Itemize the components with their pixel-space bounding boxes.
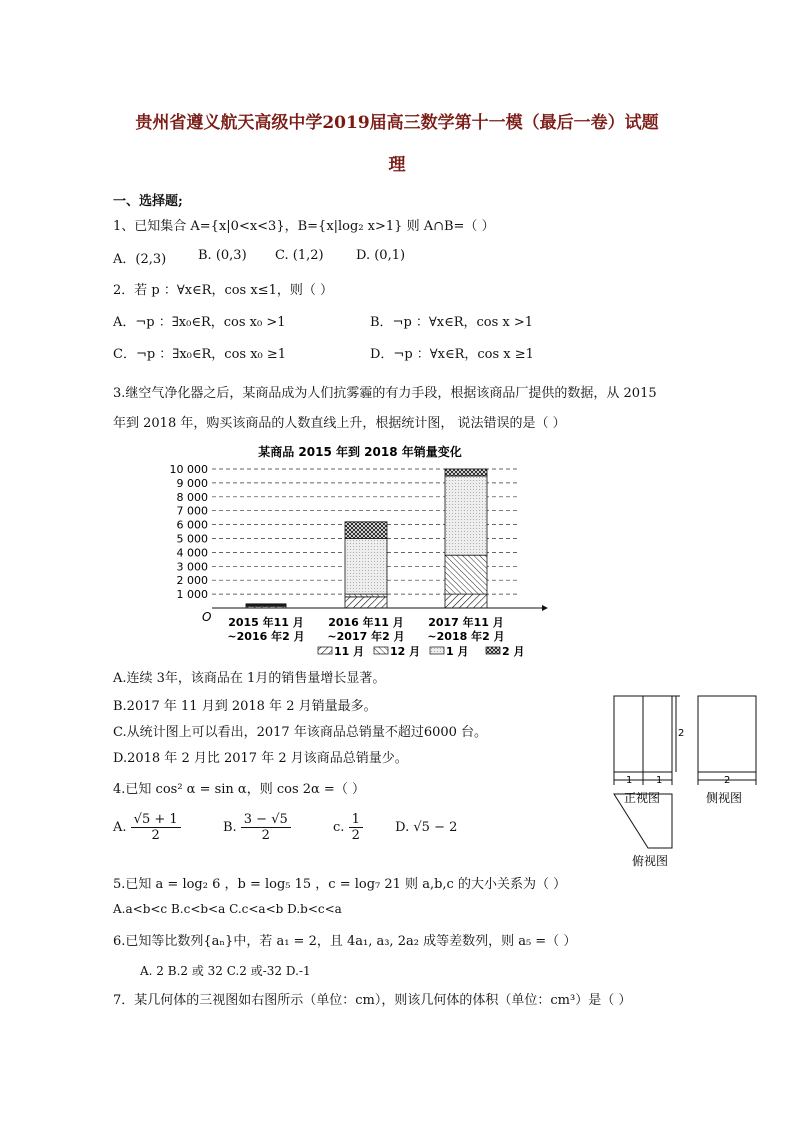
q1-option-b: B. (0,3) xyxy=(198,248,247,263)
q1-option-a: A．(2,3) xyxy=(113,252,167,267)
top-view-label: 俯视图 xyxy=(632,854,669,868)
x-tick-label: ~2018 年2 月 xyxy=(427,630,505,643)
q3-option-c: C.从统计图上可以看出，2017 年该商品总销量不超过6000 台。 xyxy=(113,725,488,740)
legend-swatch xyxy=(430,647,444,654)
dim-2-vertical: 2 xyxy=(678,728,685,739)
question-4: 4.已知 cos² α = sin α，则 cos 2α =（ ） xyxy=(113,782,365,797)
bar-segment xyxy=(445,594,487,608)
bar-segment xyxy=(345,522,387,539)
chart-title: 某商品 2015 年到 2018 年销量变化 xyxy=(258,445,462,459)
page-title-line2: 理 xyxy=(388,155,406,175)
dim-1-right: 1 xyxy=(656,775,663,786)
q5-options: A.a<b<c B.c<b<a C.c<a<b D.b<c<a xyxy=(113,902,342,916)
side-view xyxy=(698,696,756,772)
bar-segment xyxy=(445,476,487,555)
q4-option-a-label: A. xyxy=(113,820,127,835)
q4-options xyxy=(113,812,457,843)
bar-segment xyxy=(345,539,387,595)
bar-segment xyxy=(345,594,387,597)
three-view-figure xyxy=(606,690,766,870)
bar-segment xyxy=(445,469,487,476)
sales-chart xyxy=(160,440,560,662)
legend-label: 1 月 xyxy=(446,645,469,658)
dim-1-left: 1 xyxy=(626,775,633,786)
origin-label: O xyxy=(202,610,212,624)
y-tick-label: 2 000 xyxy=(176,574,208,588)
question-2: 2．若 p ：∀x∈R，cos x≤1，则（ ） xyxy=(113,283,333,298)
y-tick-label: 4 000 xyxy=(176,546,208,560)
x-tick-label: ~2017 年2 月 xyxy=(327,630,405,643)
q1-option-d: D. (0,1) xyxy=(356,248,406,263)
q4-option-a-fraction xyxy=(131,812,181,843)
x-tick-label: 2016 年11 月 xyxy=(328,616,404,629)
question-3-line2: 年到 2018 年，购买该商品的人数直线上升，根据统计图， 说法错误的是（ ） xyxy=(113,416,566,431)
y-tick-label: 8 000 xyxy=(176,490,208,504)
legend-swatch xyxy=(374,647,388,654)
section-heading: 一、选择题; xyxy=(113,194,183,209)
y-tick-label: 7 000 xyxy=(176,504,208,518)
q4-option-d: D. √5 − 2 xyxy=(395,820,458,835)
y-tick-label: 1 000 xyxy=(176,588,208,602)
q2-option-a: A．¬p ：∃x₀∈R，cos x₀ >1 xyxy=(113,315,286,330)
y-tick-label: 10 000 xyxy=(169,463,208,476)
question-1: 1、已知集合 A={x|0<x<3}，B={x|log₂ x>1} 则 A∩B=（ ） xyxy=(113,219,495,234)
y-tick-label: 9 000 xyxy=(176,476,208,490)
legend-swatch xyxy=(318,647,332,654)
legend-label: 11 月 xyxy=(334,645,365,658)
q6-options: A. 2 B.2 或 32 C.2 或-32 D.-1 xyxy=(140,964,311,978)
y-tick-label: 6 000 xyxy=(176,518,208,532)
question-6: 6.已知等比数列{aₙ}中，若 a₁ = 2，且 4a₁, a₃, 2a₂ 成等差数列，则 a₅ =（ ） xyxy=(113,934,577,949)
x-axis-arrow xyxy=(542,605,548,611)
q4-option-c-label: c. xyxy=(333,820,345,835)
q4-option-a-num: √5 + 1 xyxy=(131,812,181,828)
bar-segment xyxy=(246,604,286,605)
q3-option-b: B.2017 年 11 月到 2018 年 2 月销量最多。 xyxy=(113,699,377,714)
q4-option-c-fraction xyxy=(349,812,363,843)
y-tick-label: 5 000 xyxy=(176,532,208,546)
question-7: 7．某几何体的三视图如右图所示（单位：cm），则该几何体的体积（单位：cm³）是（ ） xyxy=(113,993,632,1008)
x-tick-label: 2017 年11 月 xyxy=(428,616,504,629)
dim-2-horizontal: 2 xyxy=(724,775,731,786)
q2-option-d: D．¬p ：∀x∈R，cos x ≥1 xyxy=(370,347,534,362)
q1-option-c: C. (1,2) xyxy=(275,248,324,263)
question-5: 5.已知 a = log₂ 6 ，b = log₅ 15 ，c = log₇ 21 则 a,b,c 的大小关系为（ ） xyxy=(113,877,567,892)
q4-option-b-den: 2 xyxy=(261,828,270,843)
q4-option-c-den: 2 xyxy=(351,828,360,843)
front-view-label: 正视图 xyxy=(624,791,661,805)
q4-option-a-den: 2 xyxy=(151,828,160,843)
q4-option-b-num: 3 − √5 xyxy=(241,812,291,828)
q3-option-d: D.2018 年 2 月比 2017 年 2 月该商品总销量少。 xyxy=(113,751,408,766)
y-tick-label: 3 000 xyxy=(176,560,208,574)
side-view-label: 侧视图 xyxy=(706,791,743,805)
bar-segment xyxy=(445,555,487,594)
page-title: 贵州省遵义航天高级中学2019届高三数学第十一模（最后一卷）试题 xyxy=(135,113,659,133)
q2-option-c: C．¬p ：∃x₀∈R，cos x₀ ≥1 xyxy=(113,347,287,362)
q2-option-b: B．¬p ：∀x∈R，cos x >1 xyxy=(370,315,534,330)
q3-option-a: A.连续 3年，该商品在 1月的销售量增长显著。 xyxy=(113,671,386,686)
q4-option-b-label: B. xyxy=(222,820,237,835)
x-tick-label: 2015 年11 月 xyxy=(228,616,304,629)
question-3-line1: 3.继空气净化器之后，某商品成为人们抗雾霾的有力手段，根据该商品厂提供的数据，从 2015 xyxy=(113,386,657,401)
legend-swatch xyxy=(486,647,500,654)
q4-option-c-num: 1 xyxy=(349,812,363,828)
bar-segment xyxy=(345,597,387,608)
x-tick-label: ~2016 年2 月 xyxy=(227,630,305,643)
legend-label: 2 月 xyxy=(502,645,525,658)
legend-label: 12 月 xyxy=(390,645,421,658)
q4-option-b-fraction xyxy=(241,812,291,843)
